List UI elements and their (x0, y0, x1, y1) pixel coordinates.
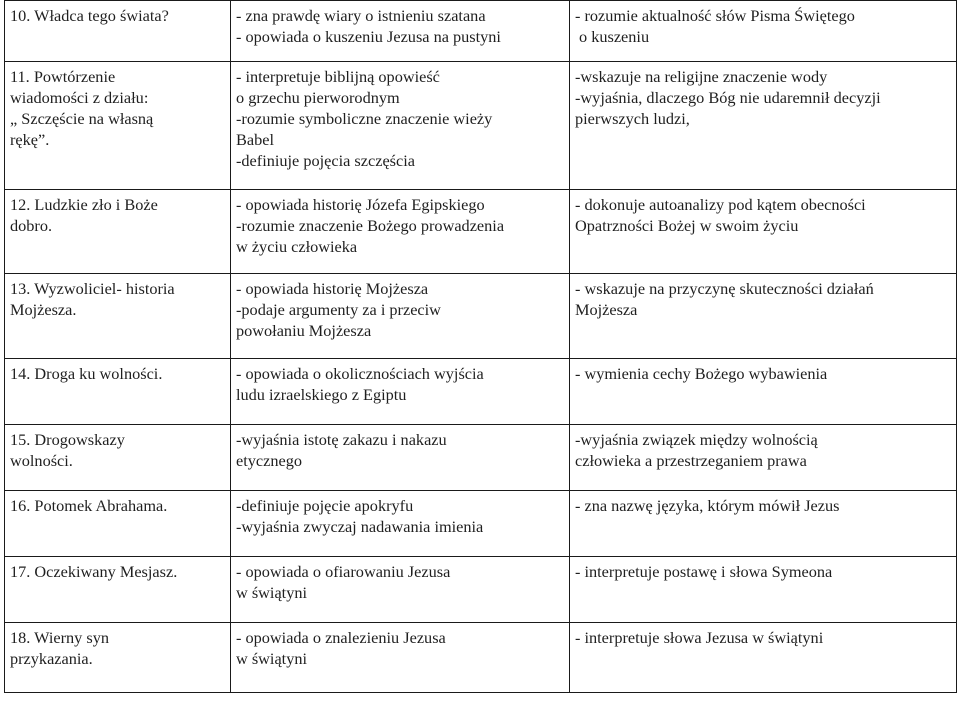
lesson-requirements-table (4, 0, 957, 693)
basic-requirements-cell (231, 491, 570, 557)
topic-cell (5, 1, 231, 62)
extended-requirements-cell (570, 274, 957, 359)
cell-line: o kuszeniu (579, 27, 650, 46)
basic-requirements-cell (231, 359, 570, 425)
cell-line: 11. Powtórzenie (10, 67, 116, 86)
cell-line: 18. Wierny syn (10, 628, 109, 647)
extended-requirements-cell (570, 359, 957, 425)
cell-line: o grzechu pierworodnym (236, 88, 400, 107)
cell-line: -rozumie znaczenie Bożego prowadzenia (236, 216, 505, 235)
cell-line: - zna nazwę języka, którym mówił Jezus (575, 496, 840, 515)
cell-line: - wymienia cechy Bożego wybawienia (575, 364, 828, 383)
cell-line: 10. Władca tego świata? (10, 6, 169, 25)
extended-requirements-cell (570, 190, 957, 274)
cell-line: w życiu człowieka (236, 237, 358, 256)
table-row (5, 274, 957, 359)
topic-cell (5, 491, 231, 557)
cell-line: - opowiada historię Mojżesza (236, 279, 429, 298)
topic-cell (5, 557, 231, 623)
table-row (5, 190, 957, 274)
cell-line: -definiuje pojęcia szczęścia (236, 151, 415, 170)
basic-requirements-cell (231, 62, 570, 190)
cell-line: „ Szczęście na własną (10, 109, 154, 128)
cell-line: w świątyni (236, 583, 307, 602)
cell-line: - opowiada o znalezieniu Jezusa (236, 628, 446, 647)
cell-line: 14. Droga ku wolności. (10, 364, 163, 383)
table-row (5, 557, 957, 623)
cell-line: -rozumie symboliczne znaczenie wieży (236, 109, 493, 128)
cell-line: wolności. (10, 451, 73, 470)
cell-line: - interpretuje postawę i słowa Symeona (575, 562, 833, 581)
cell-line: -podaje argumenty za i przeciw (236, 300, 441, 319)
table-row (5, 359, 957, 425)
cell-line: -wyjaśnia, dlaczego Bóg nie udaremnił decyzji (575, 88, 881, 107)
cell-line: - opowiada o ofiarowaniu Jezusa (236, 562, 451, 581)
cell-line: 13. Wyzwoliciel- historia (10, 279, 175, 298)
table-row (5, 1, 957, 62)
cell-line: etycznego (236, 451, 302, 470)
cell-line: w świątyni (236, 649, 307, 668)
cell-line: dobro. (10, 216, 53, 235)
cell-line: 12. Ludzkie zło i Boże (10, 195, 158, 214)
cell-line: powołaniu Mojżesza (236, 321, 372, 340)
basic-requirements-cell (231, 274, 570, 359)
cell-line: - opowiada historię Józefa Egipskiego (236, 195, 485, 214)
cell-line: - dokonuje autoanalizy pod kątem obecności (575, 195, 866, 214)
cell-line: 16. Potomek Abrahama. (10, 496, 168, 515)
topic-cell (5, 274, 231, 359)
basic-requirements-cell (231, 557, 570, 623)
basic-requirements-cell (231, 623, 570, 693)
cell-line: 15. Drogowskazy (10, 430, 125, 449)
cell-line: - opowiada o okolicznościach wyjścia (236, 364, 484, 383)
cell-line: - opowiada o kuszeniu Jezusa na pustyni (236, 27, 501, 46)
cell-line: -wyjaśnia istotę zakazu i nakazu (236, 430, 447, 449)
topic-cell (5, 359, 231, 425)
basic-requirements-cell (231, 190, 570, 274)
topic-cell (5, 425, 231, 491)
table-row (5, 491, 957, 557)
cell-line: -wyjaśnia zwyczaj nadawania imienia (236, 517, 484, 536)
cell-line: przykazania. (10, 649, 93, 668)
extended-requirements-cell (570, 1, 957, 62)
cell-line: - rozumie aktualność słów Pisma Świętego (575, 6, 855, 25)
basic-requirements-cell (231, 1, 570, 62)
cell-line: człowieka a przestrzeganiem prawa (575, 451, 807, 470)
basic-requirements-cell (231, 425, 570, 491)
cell-line: rękę”. (10, 130, 50, 149)
cell-line: Babel (236, 130, 274, 149)
extended-requirements-cell (570, 623, 957, 693)
topic-cell (5, 623, 231, 693)
cell-line: - interpretuje słowa Jezusa w świątyni (575, 628, 824, 647)
cell-line: - wskazuje na przyczynę skuteczności działań (575, 279, 874, 298)
cell-line: -definiuje pojęcie apokryfu (236, 496, 414, 515)
topic-cell (5, 62, 231, 190)
cell-line: - interpretuje biblijną opowieść (236, 67, 440, 86)
extended-requirements-cell (570, 425, 957, 491)
extended-requirements-cell (570, 491, 957, 557)
cell-line: -wskazuje na religijne znaczenie wody (575, 67, 828, 86)
cell-line: ludu izraelskiego z Egiptu (236, 385, 407, 404)
cell-line: 17. Oczekiwany Mesjasz. (10, 562, 178, 581)
table-row (5, 425, 957, 491)
cell-line: Mojżesza (575, 300, 638, 319)
cell-line: pierwszych ludzi, (575, 109, 690, 128)
cell-line: -wyjaśnia związek między wolnością (575, 430, 818, 449)
cell-line: Mojżesza. (10, 300, 77, 319)
cell-line: - zna prawdę wiary o istnieniu szatana (236, 6, 486, 25)
table-body (5, 1, 957, 693)
topic-cell (5, 190, 231, 274)
extended-requirements-cell (570, 557, 957, 623)
table-row (5, 623, 957, 693)
table-row (5, 62, 957, 190)
cell-line: wiadomości z działu: (10, 88, 149, 107)
extended-requirements-cell (570, 62, 957, 190)
cell-line: Opatrzności Bożej w swoim życiu (575, 216, 799, 235)
